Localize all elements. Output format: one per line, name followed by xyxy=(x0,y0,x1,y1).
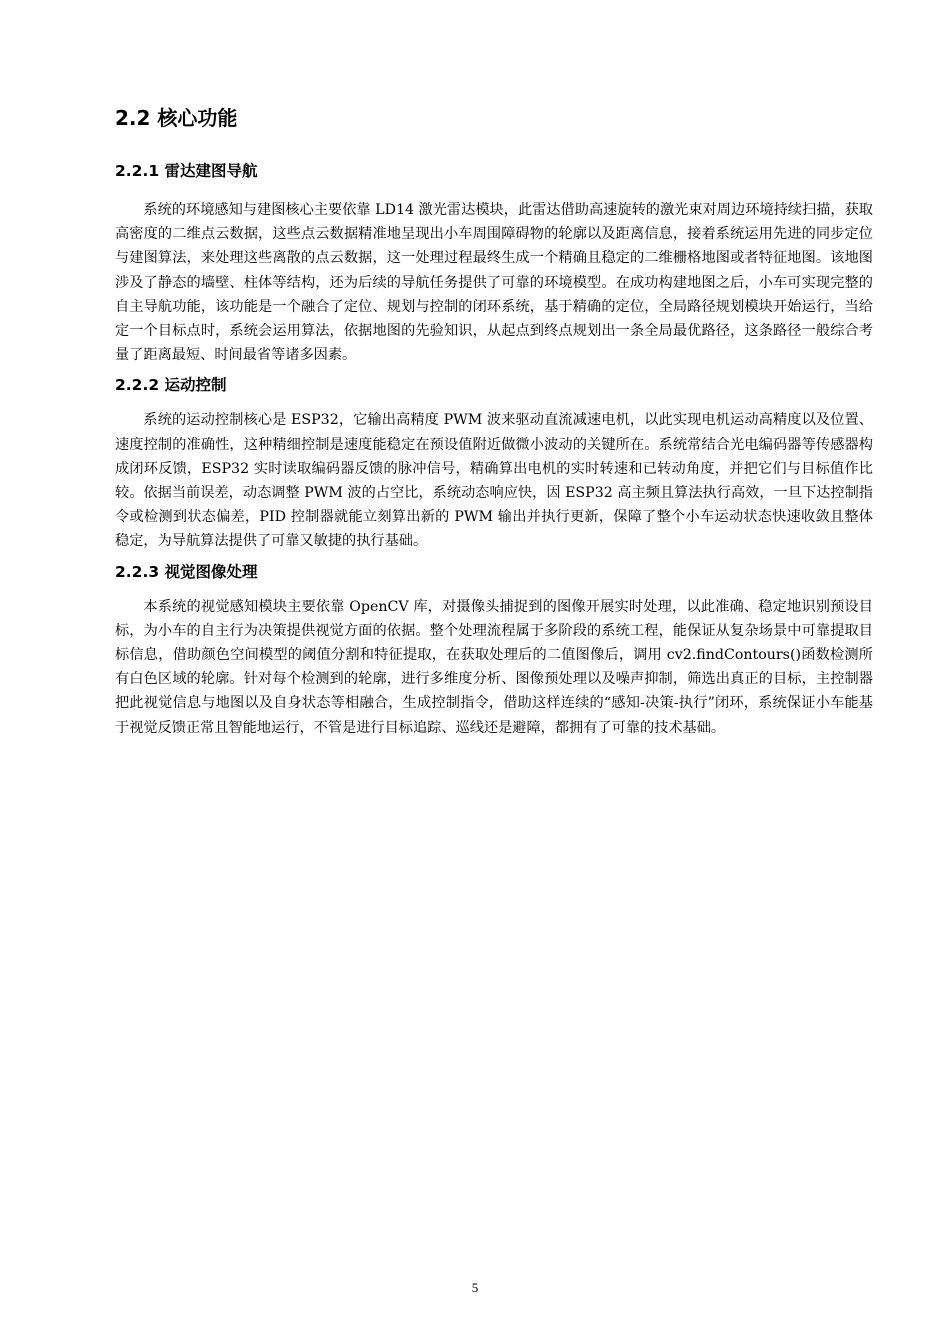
section-heading: 2.2 核心功能 xyxy=(115,106,238,130)
subsection-heading-vision: 2.2.3 视觉图像处理 xyxy=(115,562,258,581)
paragraph-vision-processing: 本系统的视觉感知模块主要依靠 OpenCV 库，对摄像头捕捉到的图像开展实时处理，以此准确、稳定地识别预设目标，为小车的自主行为决策提供视觉方面的依据。整个处理流程属于多阶段的系统工程，能保证从复杂场景中可靠提取目标信息，借助颜色空间模型的阈值分割和特征提取，在获取处理后的二值图像后，调用 cv2.findContours()函数检测所有白色区域的轮廓。针对每个检测到的轮廓，进行多维度分析、图像预处理以及噪声抑制，筛选出真正的目标，主控制器把此视觉信息与地图以及自身状态等相融合，生成控制指令，借助这样连续的“感知-决策-执行”闭环，系统保证小车能基于视觉反馈正常且智能地运行，不管是进行目标追踪、巡线还是避障，都拥有了可靠的技术基础。 xyxy=(115,598,873,736)
page-content xyxy=(115,100,873,745)
page-number: 5 xyxy=(471,1280,479,1295)
subsection-heading-lidar: 2.2.1 雷达建图导航 xyxy=(115,162,258,180)
paragraph-lidar-navigation: 系统的环境感知与建图核心主要依靠 LD14 激光雷达模块，此雷达借助高速旋转的激光束对周边环境持续扫描，获取高密度的二维点云数据，这些点云数据精准地呈现出小车周围障碍物的轮廓以及距离信息，接着系统运用先进的同步定位与建图算法，来处理这些离散的点云数据，这一处理过程最终生成一个精确且稳定的二维栅格地图或者特征地图。该地图涉及了静态的墙壁、柱体等结构，还为后续的导航任务提供了可靠的环境模型。在成功构建地图之后，小车可实现完整的自主导航功能，该功能是一个融合了定位、规划与控制的闭环系统，基于精确的定位，全局路径规划模块开始运行，当给定一个目标点时，系统会运用算法，依据地图的先验知识，从起点到终点规划出一条全局最优路径，这条路径一般综合考量了距离最短、时间最省等诸多因素。 xyxy=(115,202,873,364)
subsection-heading-motion: 2.2.2 运动控制 xyxy=(115,376,227,395)
paragraph-motion-control: 系统的运动控制核心是 ESP32，它输出高精度 PWM 波来驱动直流减速电机，以此实现电机运动高精度以及位置、速度控制的准确性，这种精细控制是速度能稳定在预设值附近做微小波动的关键所在。系统常结合光电编码器等传感器构成闭环反馈，ESP32 实时读取编码器反馈的脉冲信号，精确算出电机的实时转速和已转动角度，并把它们与目标值作比较。依据当前误差，动态调整 PWM 波的占空比，系统动态响应快，因 ESP32 高主频且算法执行高效，一旦下达控制指令或检测到状态偏差，PID 控制器就能立刻算出新的 PWM 输出并执行更新，保障了整个小车运动状态快速收敛且整体稳定，为导航算法提供了可靠又敏捷的执行基础。 xyxy=(115,412,873,550)
